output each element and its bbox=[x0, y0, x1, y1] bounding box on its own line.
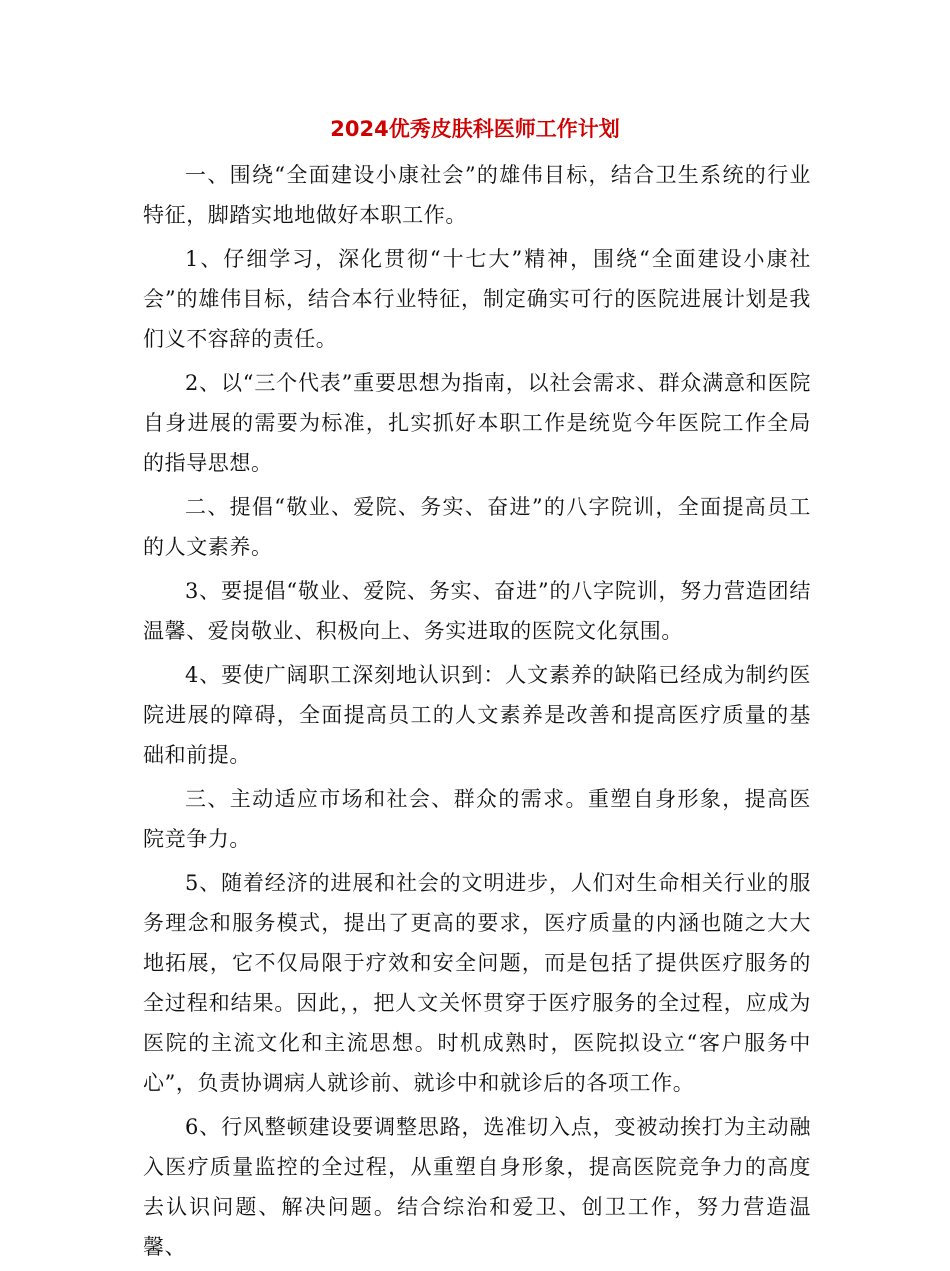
paragraph-2: 1、仔细学习，深化贯彻“十七大”精神，围绕“全面建设小康社会”的雄伟目标，结合本行业特征，制定确实可行的医院进展计划是我们义不容辞的责任。 bbox=[143, 247, 811, 351]
paragraph-6: 4、要使广阔职工深刻地认识到：人文素养的缺陷已经成为制约医院进展的障碍，全面提高员工的人文素养是改善和提高医疗质量的基础和前提。 bbox=[143, 663, 811, 767]
paragraph-3: 2、以“三个代表”重要思想为指南，以社会需求、群众满意和医院自身进展的需要为标准，扎实抓好本职工作是统览今年医院工作全局的指导思想。 bbox=[143, 371, 811, 475]
paragraph-7: 三、主动适应市场和社会、群众的需求。重塑自身形象，提高医院竞争力。 bbox=[143, 787, 811, 851]
paragraph-4: 二、提倡“敬业、爱院、务实、奋进”的八字院训，全面提高员工的人文素养。 bbox=[143, 495, 811, 559]
paragraph-9: 6、行风整顿建设要调整思路，选准切入点，变被动挨打为主动融入医疗质量监控的全过程，从重塑自身形象，提高医院竞争力的高度去认识问题、解决问题。结合综治和爱卫、创卫工作，努力营造温馨、 bbox=[143, 1115, 811, 1259]
paragraph-8: 5、随着经济的进展和社会的文明进步，人们对生命相关行业的服务理念和服务模式，提出了更高的要求，医疗质量的内涵也随之大大地拓展，它不仅局限于疗效和安全问题，而是包括了提供医疗服务的全过程和结果。因此，，把人文关怀贯穿于医疗服务的全过程，应成为医院的主流文化和主流思想。时机成熟时，医院拟设立“客户服务中心”，负责协调病人就诊前、就诊中和就诊后的各项工作。 bbox=[143, 871, 811, 1095]
paragraph-1: 一、围绕“全面建设小康社会”的雄伟目标，结合卫生系统的行业特征，脚踏实地地做好本职工作。 bbox=[143, 163, 811, 227]
document-body bbox=[143, 155, 811, 1271]
paragraph-5: 3、要提倡“敬业、爱院、务实、奋进”的八字院训，努力营造团结温馨、爱岗敬业、积极向上、务实进取的医院文化氛围。 bbox=[143, 579, 811, 643]
document-title: 2024优秀皮肤科医师工作计划 bbox=[330, 117, 620, 141]
